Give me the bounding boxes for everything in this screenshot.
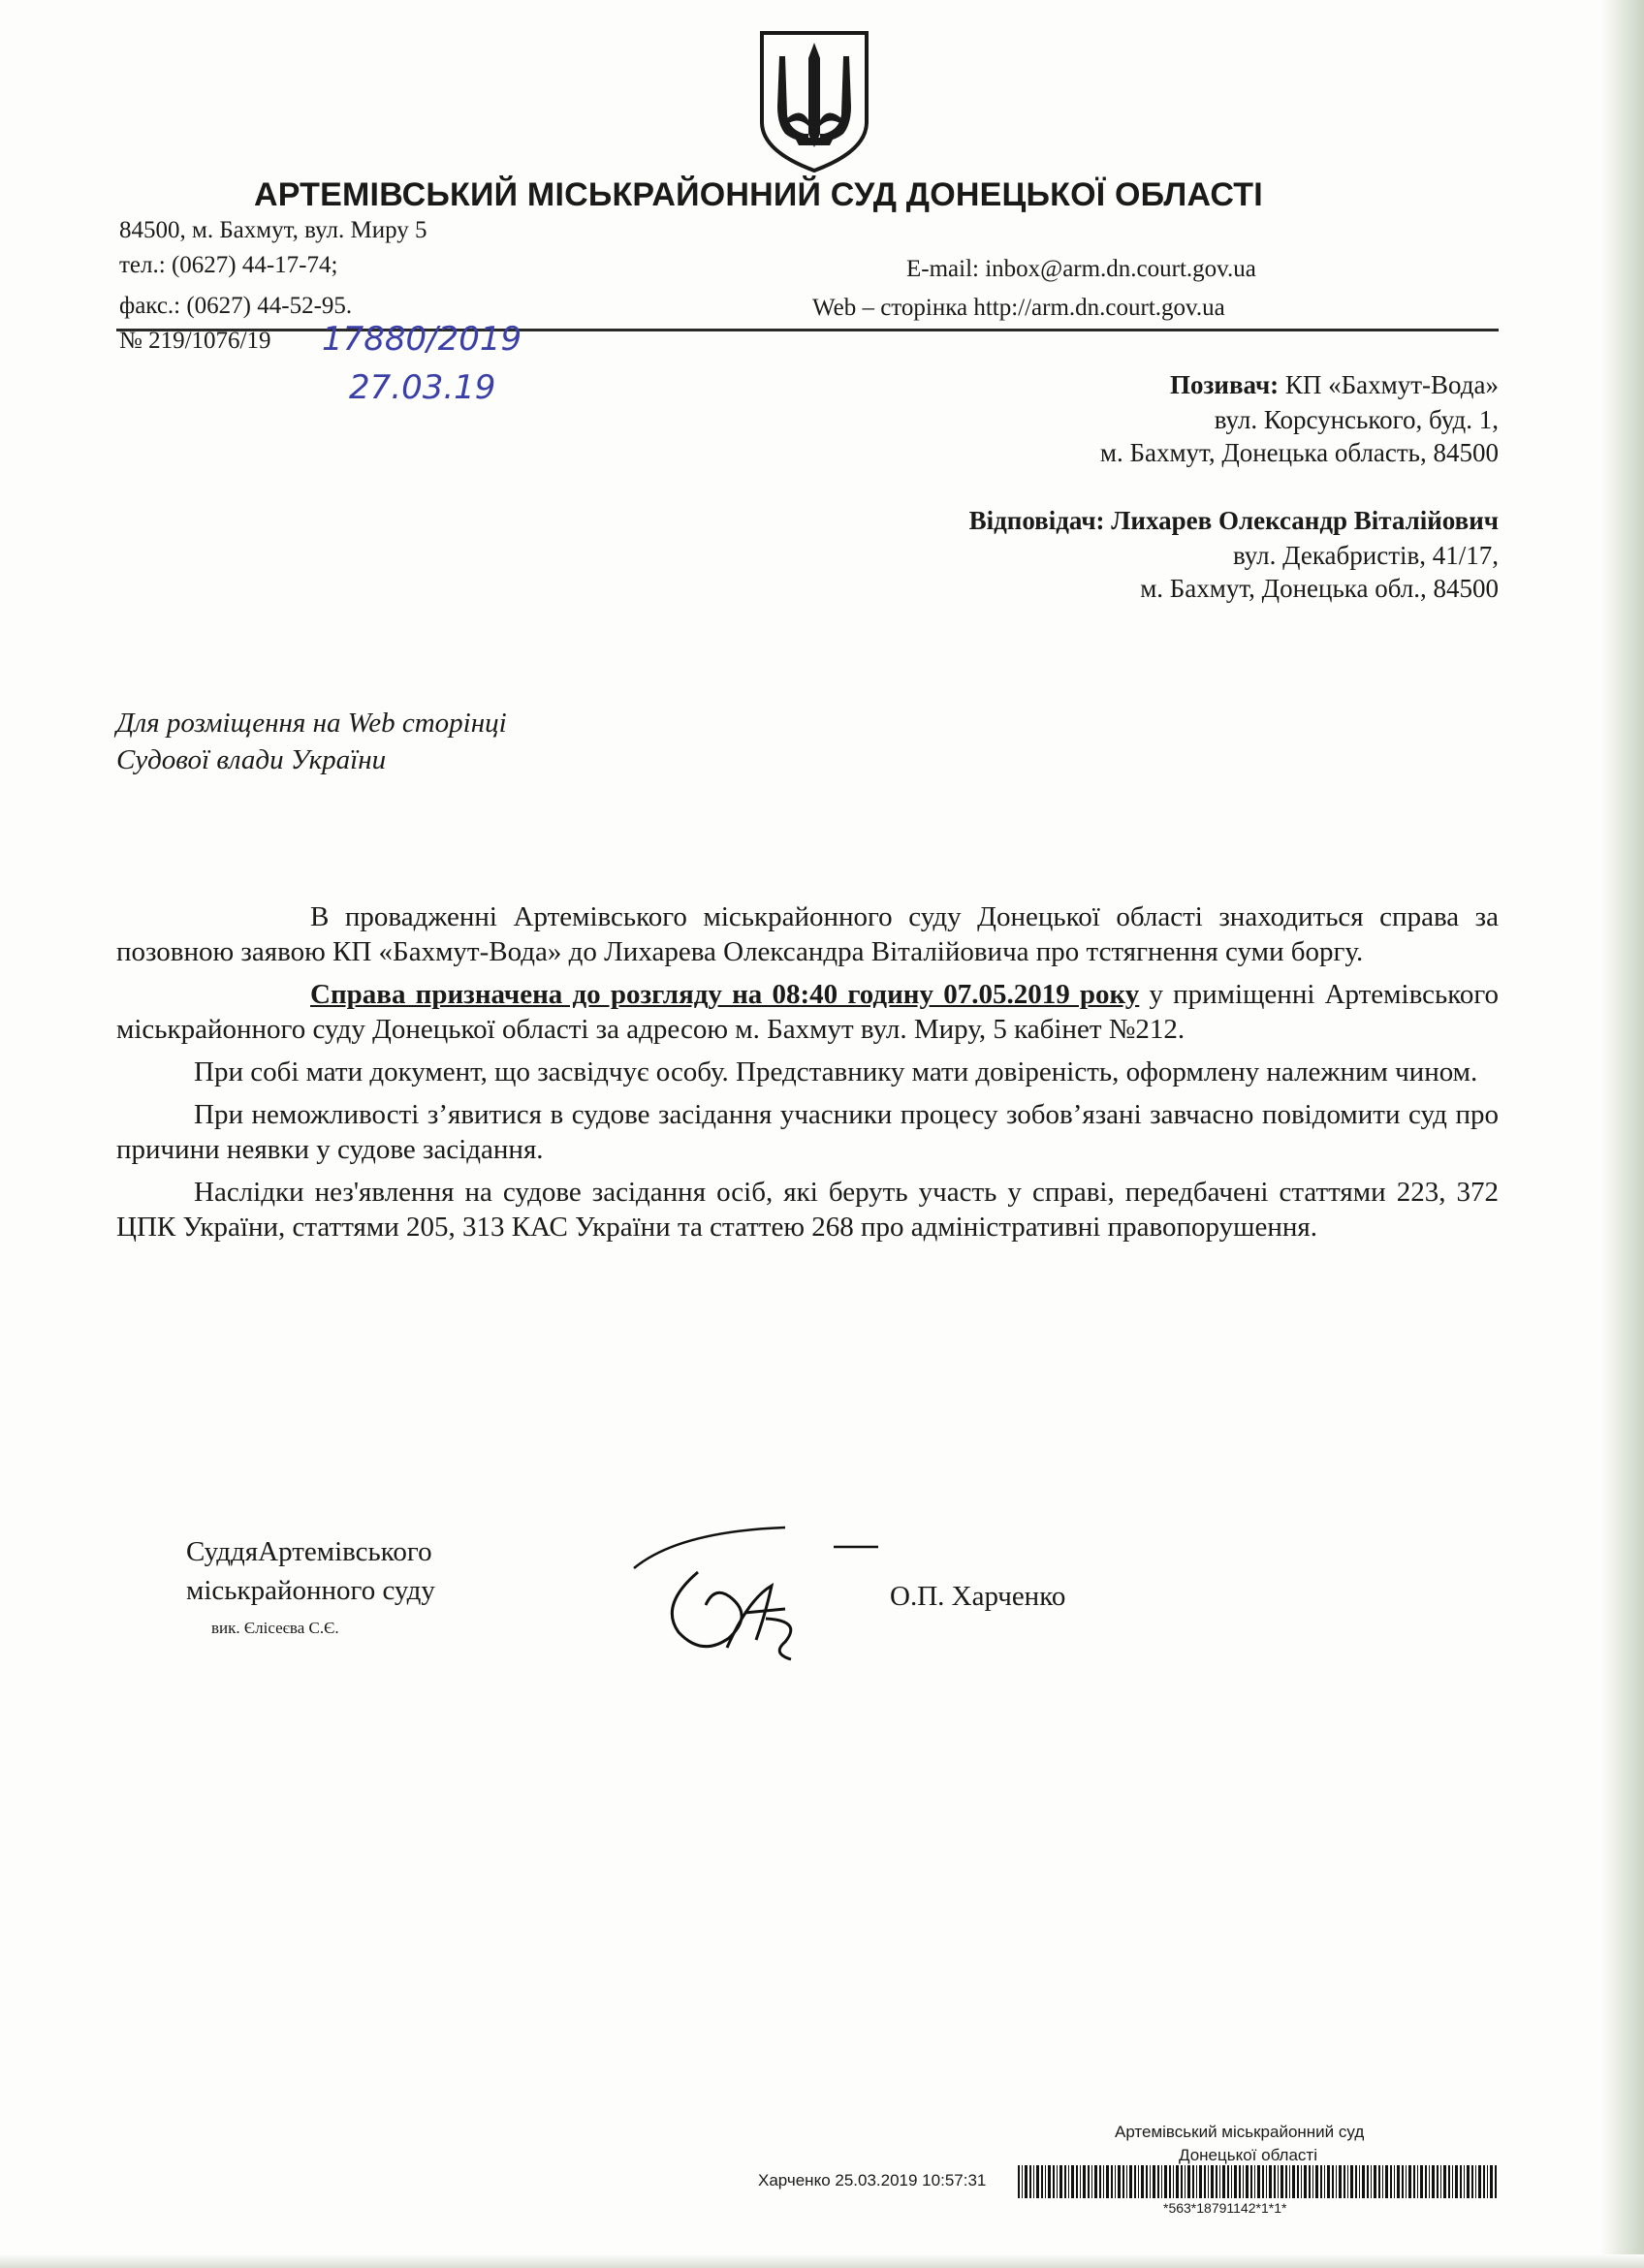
plaintiff-line [1170,370,1499,400]
defendant-label: Відповідач: [968,506,1105,535]
judge-role-line2: міськрайонного суду [186,1575,435,1606]
hearing-paragraph [116,977,1499,1047]
judge-signature [620,1512,911,1686]
judge-name: О.П. Харченко [890,1581,1066,1612]
registry-stamp-line1: Артемівський міськрайонний суд [1115,2123,1365,2141]
registry-stamp-line2: Донецької області [1179,2146,1317,2164]
defendant-city: м. Бахмут, Донецька обл., 84500 [1140,574,1499,603]
placement-note-line2: Судової влади України [116,744,387,775]
registry-barcode [1018,2165,1499,2198]
notice-body [116,899,1499,1244]
consequences-notice: Наслідки нез'явлення на судове засідання осіб, які беруть участь у справі, передбачені статтями 223, 372 ЦПК України, статтями 205, 313 КАС України та статтею 268 про адміністративні правопорушення. [116,1177,1499,1243]
trident-coat-of-arms-icon [756,29,872,174]
plaintiff-label: Позивач: [1170,370,1280,399]
plaintiff-name: КП «Бахмут-Вода» [1279,370,1499,399]
case-description: В провадженні Артемівського міськрайонного суду Донецької області знаходиться справа за позовною заявою КП «Бахмут-Вода» до Лихарева Олександра Віталійовича про тстягнення суми боргу. [116,901,1499,967]
registered-by: Харченко 25.03.2019 10:57:31 [758,2171,987,2189]
id-requirement: При собі мати документ, що засвідчує особу. Представнику мати довіреність, оформлену належним чином. [194,1056,1478,1087]
plaintiff-city: м. Бахмут, Донецька область, 84500 [1099,438,1499,467]
court-fax: факс.: (0627) 44-52-95. [119,293,353,319]
court-website: Web – сторінка http://arm.dn.court.gov.ua [812,295,1225,321]
case-number: № 219/1076/19 [119,328,271,354]
handwritten-registration-date: 27.03.19 [349,368,496,407]
barcode-number: *563*18791142*1*1* [1163,2200,1287,2216]
executor-name: вик. Єлісеєва С.Є. [211,1619,339,1637]
court-phone: тел.: (0627) 44-17-74; [119,252,338,278]
court-email: E-mail: inbox@arm.dn.court.gov.ua [906,256,1256,282]
judge-role-line1: СуддяАртемівського [186,1536,432,1567]
placement-note-line1: Для розміщення на Web сторінці [116,708,507,739]
court-name: АРТЕМІВСЬКИЙ МІСЬКРАЙОННИЙ СУД ДОНЕЦЬКОЇ ОБЛАСТІ [254,176,1263,213]
absence-notice: При неможливості з’явитися в судове засідання учасники процесу зобов’язані завчасно повідомити суд про причини неявки у судове засідання. [116,1099,1499,1165]
scan-bottom-edge [0,2254,1644,2268]
plaintiff-street: вул. Корсунського, буд. 1, [1214,405,1499,434]
hearing-location: у приміщенні Артемівського міськрайонного суду Донецької області за адресою м. Бахмут вул. Миру, 5 кабінет №212. [116,979,1499,1045]
court-address: 84500, м. Бахмут, вул. Миру 5 [119,217,427,243]
defendant-street: вул. Декабристів, 41/17, [1232,541,1499,570]
hearing-date: Справа призначена до розгляду на 08:40 годину 07.05.2019 року [310,979,1140,1010]
handwritten-registration-number: 17880/2019 [322,320,522,359]
defendant-line [969,506,1499,536]
defendant-name: Лихарев Олександр Віталійович [1104,506,1499,535]
scan-edge-shadow [1601,0,1644,2268]
